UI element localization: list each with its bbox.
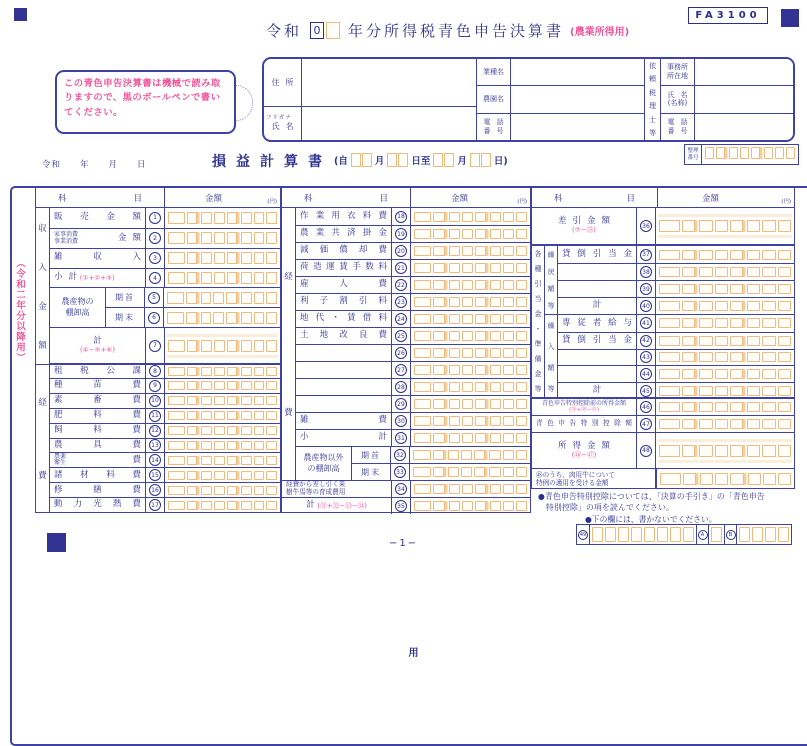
row-label: 小 計 [296,430,392,446]
to-day-input[interactable] [470,153,491,167]
amount-field[interactable] [656,281,794,297]
income-expense-table-right [531,187,795,489]
row-label: 期末 [106,308,145,327]
row-number: 36 [637,208,656,244]
row-label: 地 代 ・ 賃 借 料 [296,311,392,327]
reversal-group-label: 繰 戻 額 等 [547,250,555,310]
edition-note: （令和二年分以降用） [14,258,25,363]
special-deduction-note: ●青色申告特別控除については、「決算の手引き」の「青色申告 特別控除」の項を読んでください。 [538,492,765,512]
farm-name-field[interactable] [511,86,644,112]
period-expression [334,153,508,167]
row-label: 計 [558,383,637,399]
inventory-label: 農産物以外 の棚卸高 [296,447,352,480]
row-number: 24 [392,311,411,327]
row-label [558,366,637,382]
do-not-write-note: ●下の欄には、書かないでください。 [585,515,717,524]
amount-field[interactable] [165,229,280,248]
row-number: 1 [146,208,165,228]
form-code: FA3100 [688,7,768,24]
from-day-input[interactable] [387,153,408,167]
row-number: 6 [145,308,164,327]
row-number: 26 [392,345,411,361]
row-label: 所得金額 (㊻−㊼) [532,433,637,468]
row-label: 農 具 費 [50,439,146,453]
serial-number-box[interactable] [684,144,799,165]
registration-mark [14,8,27,21]
period-open: (自 [334,156,348,167]
row-label: 青 色 申 告 特 別 控 除 額 [532,416,637,432]
amount-field[interactable] [411,294,530,310]
amount-field[interactable] [165,483,280,497]
row-label: 飼 料 費 [50,424,146,438]
row-number: 41 [637,315,656,332]
to-label: 日至 [411,156,431,167]
row-label: 雑 費 [296,413,392,429]
row-number: 31 [392,430,411,446]
row-number: 14 [146,453,165,467]
amount-field[interactable] [165,394,280,408]
phone-label: 電話 番号 [477,114,511,140]
amount-field[interactable] [411,498,530,514]
amount-field[interactable] [656,333,794,349]
row-number: 34 [392,481,411,497]
subject-header: 科 目 [36,188,165,207]
amount-field[interactable] [411,362,530,378]
amount-field[interactable] [165,328,280,363]
row-label: 雑 収 入 [50,249,146,268]
agent-name-field[interactable] [695,86,793,112]
row-label [296,396,392,412]
agent-phone-field[interactable] [695,114,793,140]
taxpayer-info-box [262,57,795,142]
amount-field[interactable] [165,453,280,467]
farm-name-label: 農園名 [477,86,511,112]
notice-arc-decoration [236,85,253,121]
row-number: 48 [637,433,656,468]
row-label: 期首 [352,447,391,463]
row-number: 7 [146,328,165,363]
amount-header: 金額 (円) [205,193,277,205]
year-input[interactable] [310,22,340,39]
beef-cattle-label: ㊽のうち、肉用牛について 特例の適用を受ける金額 [532,469,656,489]
amount-field[interactable] [411,226,530,242]
amount-field[interactable] [656,350,794,366]
amount-field[interactable] [410,447,530,463]
title-main: 年分所得税青色申告決算書 [348,22,565,40]
row-label: 計 [558,298,637,314]
address-field[interactable] [302,59,476,106]
row-label: 諸 材 料 費 [50,468,146,482]
income-expense-table-left [35,187,281,513]
row-number: 25 [392,328,411,344]
page-title [266,20,629,41]
row-number: 32 [391,447,410,463]
amount-field[interactable] [411,379,530,395]
row-label: 素 畜 費 [50,394,146,408]
row-label: 青色申告特別控除前の所得金額 (㊱+㊵−㊺) [532,399,637,415]
amount-field[interactable] [411,396,530,412]
amount-field[interactable] [165,439,280,453]
name-label: フリガナ 氏名 [264,107,302,140]
row-label: 貸 倒 引 当 金 [558,246,637,263]
row-number: 45 [637,383,656,399]
row-number: 42 [637,333,656,349]
expense-group-label: 経 費 [284,272,293,418]
row-label: 種 苗 費 [50,379,146,393]
row-number: 28 [392,379,411,395]
row-number: 44 [637,366,656,382]
serial-comb-field[interactable] [702,145,798,161]
row-label: 小計 (①+②+③) [50,269,146,288]
row-number: 33 [391,464,410,480]
row-number: 35 [392,498,411,514]
agent-phone-label: 電話 番号 [661,114,695,140]
amount-field[interactable] [165,424,280,438]
row-number: 40 [637,298,656,314]
row-number: 29 [392,396,411,412]
row-number: 12 [146,424,165,438]
amount-field[interactable] [411,311,530,327]
amount-field[interactable] [164,288,280,307]
phone-field[interactable] [511,114,644,140]
amount-field[interactable] [165,365,280,378]
row-number: 37 [637,246,656,263]
provision-group-label: 繰 入 額 等 [547,321,555,393]
row-number: 23 [392,294,411,310]
year-box-2[interactable] [326,22,340,39]
row-number: 21 [392,260,411,276]
amount-field[interactable] [656,433,794,468]
agent-office-label: 事務所 所在地 [661,59,695,85]
expense-group-label: 経 費 [38,397,47,482]
row-label: 動 力 光 熱 費 [50,498,146,512]
agent-name-label: 氏名 (名称) [661,86,695,112]
submission-copy-label: 用 [10,186,807,746]
marker-b: B [724,525,737,544]
amount-field[interactable] [165,409,280,423]
amount-field[interactable] [411,413,530,429]
row-number: 4 [146,269,165,288]
row-label [296,379,392,395]
amount-field[interactable] [165,269,280,288]
row-label [296,362,392,378]
amount-field[interactable] [165,498,280,512]
row-label: 減 価 償 却 費 [296,243,392,259]
row-label: 計 (㉛+㉜−㉝−㉞) [282,498,392,514]
date-line: 令和 年 月 日 [42,160,147,170]
amount-field[interactable] [656,366,794,382]
amount-field[interactable] [411,328,530,344]
row-label: 家事消費 事業消費 金額 [50,229,146,248]
amount-field[interactable] [164,308,280,327]
row-label: 経費から差し引く果 樹牛馬等の育成費用 [282,481,392,497]
period-close: 日) [493,156,508,167]
row-label: 利 子 割 引 料 [296,294,392,310]
industry-label: 業種名 [477,59,511,85]
amount-field[interactable] [656,416,794,432]
row-label: 計 (④−⑤+⑥) [50,328,146,363]
amount-field[interactable] [165,208,280,228]
serial-label: 整理 番号 [685,145,702,164]
amount-field[interactable] [165,249,280,268]
amount-field[interactable] [656,298,794,314]
row-number: 2 [146,229,165,248]
amount-field[interactable] [411,430,530,446]
row-label: 雇 人 費 [296,277,392,293]
row-label: 販 売 金 額 [50,208,146,228]
amount-field[interactable] [165,468,280,482]
marker-49: 49 [577,525,590,544]
amount-field[interactable] [656,315,794,332]
industry-field[interactable] [511,59,644,85]
row-label [558,264,637,280]
to-month-input[interactable] [433,153,454,167]
row-number: 13 [146,439,165,453]
row-number: 17 [146,498,165,512]
row-number: 8 [146,365,165,378]
row-number: 10 [146,394,165,408]
registration-mark [781,9,799,27]
row-number: 3 [146,249,165,268]
row-label: 租 税 公 課 [50,365,146,378]
row-label: 作 業 用 衣 料 費 [296,208,392,225]
row-label [296,345,392,361]
row-number: 30 [392,413,411,429]
row-number: 46 [637,399,656,415]
machine-read-notice: この青色申告決算書は機械で読み取りますので、黒のボールペンで書いてください。 [55,70,236,134]
agent-office-field[interactable] [695,59,793,85]
row-label [558,281,637,297]
row-label: 修 繕 費 [50,483,146,497]
statement-title: 損益計算書 [212,154,332,170]
row-number: 22 [392,277,411,293]
row-number: 47 [637,416,656,432]
row-label: 農 業 共 済 掛 金 [296,226,392,242]
amount-header: 金額 (円) [702,193,791,205]
inventory-label: 農産物の 棚卸高 [50,288,106,327]
amount-field[interactable] [411,481,530,497]
amount-field[interactable] [411,345,530,361]
row-number: 43 [637,350,656,366]
row-number: 5 [145,288,164,307]
amount-field[interactable] [656,246,794,263]
amount-header: 金額 (円) [451,193,527,205]
era-label: 令和 [266,22,303,40]
amount-field[interactable] [656,383,794,399]
amount-field[interactable] [656,469,794,489]
from-month-input[interactable] [351,153,372,167]
row-number: 20 [392,243,411,259]
marker-a: A [696,525,709,544]
row-label: 荷 造 運 賃 手 数 料 [296,260,392,276]
reserves-group-label: 各 種 引 当 金 ・ 準 備 金 等 [534,249,542,394]
subject-header: 科 目 [282,188,411,207]
year-box-1[interactable]: 0 [310,22,324,39]
row-label: 肥 料 費 [50,409,146,423]
amount-field[interactable] [410,464,530,480]
amount-field[interactable] [656,399,794,415]
row-number: 27 [392,362,411,378]
subject-header: 科 目 [532,188,658,207]
row-number: 15 [146,468,165,482]
row-label: 専 従 者 給 与 [558,315,637,332]
tax-agent-label: 依 頼 税 理 士 等 [649,61,656,138]
row-number: 38 [637,264,656,280]
name-field[interactable] [302,107,476,140]
row-label: 期首 [106,288,145,307]
month-label: 月 [457,156,467,167]
title-subtitle: (農業所得用) [570,27,630,38]
row-number: 16 [146,483,165,497]
row-label: 差引金額 (⑦−㉟) [532,208,637,244]
row-label: 期末 [352,464,391,480]
month-label: 月 [374,156,385,167]
amount-field[interactable] [411,208,530,225]
amount-field[interactable] [656,208,794,244]
row-label: 貸 倒 引 当 金 [558,333,637,349]
row-number: 11 [146,409,165,423]
income-group-label: 収 入 金 額 [38,223,47,351]
row-label [558,350,637,366]
amount-field[interactable] [411,260,530,276]
income-expense-table-middle [281,187,531,513]
amount-field[interactable] [411,243,530,259]
row-number: 18 [392,208,411,225]
row-label: 土 地 改 良 費 [296,328,392,344]
row-number: 39 [637,281,656,297]
amount-field[interactable] [411,277,530,293]
row-label: 農薬 衛生 費 [50,453,146,467]
amount-field[interactable] [165,379,280,393]
amount-field[interactable] [656,264,794,280]
row-number: 9 [146,379,165,393]
page-number: −1− [388,538,419,549]
address-label: 住所 [264,59,302,106]
row-number: 19 [392,226,411,242]
